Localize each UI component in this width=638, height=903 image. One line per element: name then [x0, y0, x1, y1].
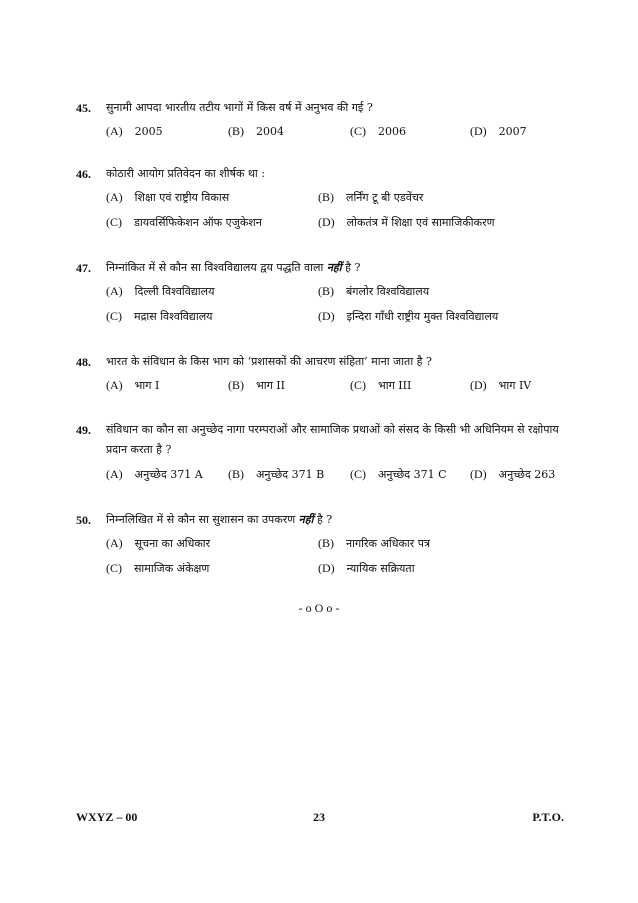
negation-word: नहीं [298, 513, 314, 526]
option-a: (A) सूचना का अधिकार [106, 536, 211, 550]
option-b: (B) अनुच्छेद 371 B [228, 467, 325, 481]
paper-code: WXYZ – 00 [76, 810, 138, 824]
option-d: (D) 2007 [470, 124, 527, 138]
option-c: (C) भाग III [350, 378, 412, 392]
option-c: (C) अनुच्छेद 371 C [350, 467, 447, 481]
option-a: (A) अनुच्छेद 371 A [106, 467, 203, 481]
option-a: (A) 2005 [106, 124, 163, 138]
option-d: (D) न्यायिक सक्रियता [318, 561, 415, 575]
option-a: (A) भाग I [106, 378, 160, 392]
question-text: भारत के संविधान के किस भाग को ‘प्रशासकों की आचरण संहिता’ माना जाता है ? [106, 355, 432, 368]
option-d: (D) भाग IV [470, 378, 532, 392]
option-a: (A) शिक्षा एवं राष्ट्रीय विकास [106, 190, 230, 204]
question-text: सुनामी आपदा भारतीय तटीय भागों में किस वर्ष में अनुभव की गई ? [106, 101, 373, 114]
option-b: (B) लर्निंग टू बी एडवेंचर [318, 190, 424, 204]
question-text: निम्नलिखित में से कौन सा सुशासन का उपकरण नहीं है ? [106, 513, 333, 526]
option-a: (A) दिल्ली विश्वविद्यालय [106, 284, 215, 298]
option-d: (D) अनुच्छेद 263 [470, 467, 556, 481]
question-number: 47. [76, 261, 91, 275]
option-c: (C) सामाजिक अंकेक्षण [106, 561, 210, 575]
option-c: (C) 2006 [350, 124, 406, 138]
question-number: 50. [76, 513, 91, 527]
question-number: 45. [76, 101, 91, 115]
option-c: (C) डायवर्सिफिकेशन ऑफ एजुकेशन [106, 215, 262, 229]
option-d: (D) इन्दिरा गाँधी राष्ट्रीय मुक्त विश्वविद्यालय [318, 309, 499, 323]
question-number: 48. [76, 355, 91, 369]
option-c: (C) मद्रास विश्वविद्यालय [106, 309, 213, 323]
question-number: 49. [76, 423, 91, 437]
option-d: (D) लोकतंत्र में शिक्षा एवं सामाजिकीकरण [318, 215, 495, 229]
option-b: (B) भाग II [228, 378, 285, 392]
question-text: निम्नांकित में से कौन सा विश्वविद्यालय द्वय पद्धति वाला नहीं है ? [106, 261, 361, 274]
option-b: (B) 2004 [228, 124, 284, 138]
question-text: कोठारी आयोग प्रतिवेदन का शीर्षक था : [106, 167, 265, 180]
end-of-section-mark: - o O o - [298, 601, 340, 615]
page-number: 23 [313, 810, 325, 824]
option-b: (B) बंगलोर विश्वविद्यालय [318, 284, 430, 298]
question-text: संविधान का कौन सा अनुच्छेद नागा परम्पराओं और सामाजिक प्रथाओं को संसद के किसी भी अधिनियम से रक्षोपाय प्रदान करता है ? [106, 423, 559, 456]
negation-word: नहीं [326, 261, 342, 274]
option-b: (B) नागरिक अधिकार पत्र [318, 536, 431, 550]
question-number: 46. [76, 167, 91, 181]
please-turn-over: P.T.O. [532, 810, 564, 824]
